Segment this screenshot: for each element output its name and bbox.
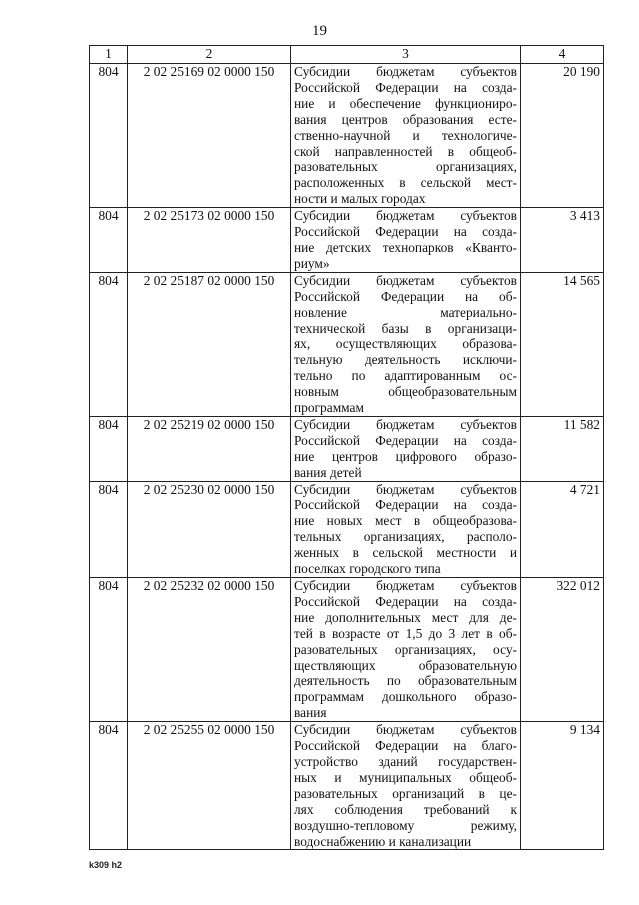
description-line: ской направленностей в общеоб- <box>294 143 517 159</box>
amount-cell: 4 721 <box>521 481 604 577</box>
description-line: Российской Федерации на созда- <box>294 79 517 95</box>
description-line: Субсидии бюджетам субъектов <box>294 722 517 738</box>
description-line: программам <box>294 400 364 416</box>
admin-code-cell: 804 <box>90 64 128 208</box>
admin-code-cell: 804 <box>90 722 128 850</box>
description-line: Российской Федерации на благо- <box>294 738 517 754</box>
description-line: ности и малых городах <box>294 191 426 207</box>
description-cell <box>291 272 521 416</box>
page-number: 19 <box>312 23 327 39</box>
description-cell <box>291 722 521 850</box>
budget-code-cell: 2 02 25219 02 0000 150 <box>128 416 291 481</box>
table-header-row <box>90 46 604 64</box>
description-cell <box>291 416 521 481</box>
description-line: ние дополнительных мест для де- <box>294 609 517 625</box>
description-line: вания центров образования есте- <box>294 111 517 127</box>
budget-code-cell: 2 02 25187 02 0000 150 <box>128 272 291 416</box>
description-line: тей в возрасте от 1,5 до 3 лет в об- <box>294 625 517 641</box>
budget-code-cell: 2 02 25230 02 0000 150 <box>128 481 291 577</box>
description-line: ществляющих образовательную <box>294 657 517 673</box>
description-line: ние центров цифрового образо- <box>294 448 517 464</box>
description-line: новным общеобразовательным <box>294 384 517 400</box>
description-cell <box>291 481 521 577</box>
table-row <box>90 64 604 208</box>
description-line: тельно по адаптированным ос- <box>294 368 517 384</box>
description-line: разовательных организациях, осу- <box>294 641 517 657</box>
description-line: вания <box>294 705 327 721</box>
admin-code-cell: 804 <box>90 578 128 722</box>
description-line: поселках городского типа <box>294 561 441 577</box>
description-line: женных в сельской местности и <box>294 545 517 561</box>
budget-code-cell: 2 02 25173 02 0000 150 <box>128 208 291 273</box>
description-line: Российской Федерации на об- <box>294 288 517 304</box>
description-line: деятельность по образовательным <box>294 673 517 689</box>
description-line: тельную деятельность исключи- <box>294 352 517 368</box>
table-row <box>90 722 604 850</box>
description-line: Российской Федерации на созда- <box>294 432 517 448</box>
description-line: вания детей <box>294 464 362 480</box>
admin-code-cell: 804 <box>90 416 128 481</box>
budget-table <box>89 45 604 850</box>
budget-code-cell: 2 02 25169 02 0000 150 <box>128 64 291 208</box>
amount-cell: 20 190 <box>521 64 604 208</box>
description-line: ние детских технопарков «Кванто- <box>294 239 517 255</box>
description-line: ных и муниципальных общеоб- <box>294 769 517 785</box>
description-line: тельных организациях, располо- <box>294 529 517 545</box>
description-line: Субсидии бюджетам субъектов <box>294 481 517 497</box>
description-line: Российской Федерации на созда- <box>294 497 517 513</box>
table-row <box>90 416 604 481</box>
table-body <box>90 64 604 850</box>
amount-cell: 3 413 <box>521 208 604 273</box>
table-row <box>90 481 604 577</box>
amount-cell: 11 582 <box>521 416 604 481</box>
column-header: 3 <box>291 46 521 64</box>
table-row <box>90 272 604 416</box>
column-header: 4 <box>521 46 604 64</box>
admin-code-cell: 804 <box>90 208 128 273</box>
amount-cell: 14 565 <box>521 272 604 416</box>
description-line: Субсидии бюджетам субъектов <box>294 416 517 432</box>
description-line: водоснабжению и канализации <box>294 833 472 849</box>
amount-cell: 9 134 <box>521 722 604 850</box>
budget-code-cell: 2 02 25232 02 0000 150 <box>128 578 291 722</box>
description-line: Субсидии бюджетам субъектов <box>294 578 517 593</box>
budget-code-cell: 2 02 25255 02 0000 150 <box>128 722 291 850</box>
admin-code-cell: 804 <box>90 272 128 416</box>
description-line: Российской Федерации на созда- <box>294 593 517 609</box>
description-cell <box>291 578 521 722</box>
table-row <box>90 208 604 273</box>
description-line: разовательных организаций в це- <box>294 785 517 801</box>
admin-code-cell: 804 <box>90 481 128 577</box>
description-line: ние новых мест в общеобразова- <box>294 513 517 529</box>
description-line: расположенных в сельской мест- <box>294 175 517 191</box>
description-line: ях, осуществляющих образова- <box>294 336 517 352</box>
description-line: ние и обеспечение функциониро- <box>294 95 517 111</box>
column-header: 2 <box>128 46 291 64</box>
description-line: разовательных организациях, <box>294 159 517 175</box>
description-cell <box>291 208 521 273</box>
footer-code: k309 h2 <box>89 860 123 870</box>
description-line: лях соблюдения требований к <box>294 801 517 817</box>
table-row <box>90 578 604 722</box>
description-line: программам дошкольного образо- <box>294 689 517 705</box>
description-line: риум» <box>294 255 330 271</box>
description-line: воздушно-тепловому режиму, <box>294 817 517 833</box>
description-line: Субсидии бюджетам субъектов <box>294 208 517 224</box>
description-line: Российской Федерации на созда- <box>294 224 517 240</box>
column-header: 1 <box>90 46 128 64</box>
description-line: Субсидии бюджетам субъектов <box>294 64 517 79</box>
description-line: ственно-научной и технологиче- <box>294 127 517 143</box>
description-line: устройство зданий государствен- <box>294 753 517 769</box>
description-cell <box>291 64 521 208</box>
description-line: новление материально- <box>294 304 517 320</box>
description-line: технической базы в организаци- <box>294 320 517 336</box>
description-line: Субсидии бюджетам субъектов <box>294 272 517 288</box>
amount-cell: 322 012 <box>521 578 604 722</box>
